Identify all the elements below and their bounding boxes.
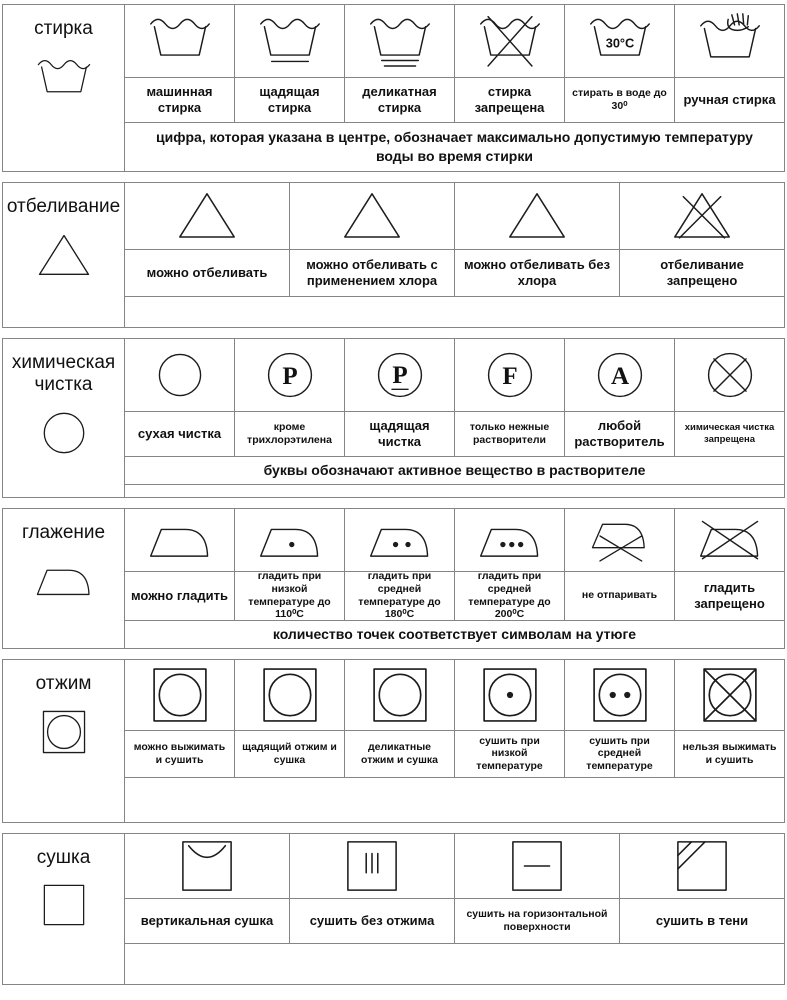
label-dry-clean-p-gentle: щадящая чистка <box>345 412 455 456</box>
drying-table <box>125 834 784 984</box>
section-washing <box>2 4 785 172</box>
bleaching-side <box>3 183 125 327</box>
no-dry-clean-icon <box>705 350 755 400</box>
bleaching-label-row <box>125 249 784 296</box>
iron-high-temp-icon <box>478 517 542 561</box>
iron-medium-temp-icon <box>368 517 432 561</box>
section-title-spinning: отжим <box>35 672 92 694</box>
symbol-tumble-dry <box>125 660 235 730</box>
dry-clean-p-gentle-icon <box>375 350 425 400</box>
symbol-no-bleach <box>620 183 784 249</box>
symbol-drip-dry <box>290 834 455 898</box>
bleach-chlorine-icon <box>342 191 402 240</box>
symbol-no-steam <box>565 509 675 571</box>
drying-spacer <box>125 943 784 984</box>
no-bleach-icon <box>672 191 732 240</box>
tumble-medium-temp-icon <box>591 666 649 724</box>
symbol-dry-clean-a <box>565 339 675 411</box>
dry-cleaning-side <box>3 339 125 497</box>
square-circle-icon <box>41 709 87 755</box>
symbol-wash-30 <box>565 5 675 77</box>
no-tumble-icon <box>701 666 759 724</box>
triangle-icon <box>37 233 91 277</box>
svg-text:P: P <box>281 362 298 390</box>
no-steam-icon <box>590 516 650 563</box>
symbol-no-iron <box>675 509 784 571</box>
label-iron-allowed: можно гладить <box>125 572 235 620</box>
flat-dry-icon <box>510 839 564 893</box>
dry-clean-f-icon <box>485 350 535 400</box>
washtub-icon <box>36 55 92 105</box>
delicate-wash-icon <box>368 13 432 70</box>
washing-side <box>3 5 125 171</box>
dry-clean-icon <box>156 351 204 399</box>
section-title-ironing: глажение <box>21 521 106 543</box>
symbol-no-wash <box>455 5 565 77</box>
bleach-allowed-icon <box>177 191 237 240</box>
label-hand-wash: ручная стирка <box>683 92 776 108</box>
label-line-dry: вертикальная сушка <box>125 899 290 943</box>
symbol-bleach-no-chlorine <box>455 183 620 249</box>
symbol-tumble-medium <box>565 660 675 730</box>
svg-text:P: P <box>391 361 408 389</box>
drip-dry-icon <box>345 839 399 893</box>
dry-cleaning-icon-row <box>125 339 784 411</box>
label-iron-high: гладить при средней температуре до 200⁰С <box>455 572 565 620</box>
label-tumble-dry: можно выжимать и сушить <box>125 731 235 777</box>
spinning-label-row <box>125 730 784 777</box>
section-bleaching <box>2 182 785 328</box>
iron-low-temp-icon <box>258 517 322 561</box>
bleaching-icon-row <box>125 183 784 249</box>
symbol-bleach-chlorine <box>290 183 455 249</box>
washing-label-row <box>125 77 784 122</box>
bleach-no-chlorine-icon <box>507 191 567 240</box>
label-no-wash: стирка запрещена <box>455 78 565 122</box>
label-tumble-medium: сушить при средней температуре <box>565 731 675 777</box>
tumble-dry-icon <box>151 666 209 724</box>
symbol-dry-clean-p-gentle <box>345 339 455 411</box>
hand-wash-icon <box>698 13 762 70</box>
bleaching-table <box>125 183 784 327</box>
square-icon <box>42 883 86 927</box>
symbol-no-tumble <box>675 660 784 730</box>
iron-icon <box>35 559 93 599</box>
tumble-delicate-icon <box>371 666 429 724</box>
ironing-label-row <box>125 571 784 620</box>
section-title-washing: стирка <box>34 18 93 39</box>
ironing-side <box>3 509 125 648</box>
dry-cleaning-table <box>125 339 784 497</box>
svg-text:30°C: 30°C <box>605 35 634 51</box>
line-dry-icon <box>180 839 234 893</box>
label-tumble-gentle: щадящий отжим и сушка <box>235 731 345 777</box>
symbol-iron-low <box>235 509 345 571</box>
spinning-side <box>3 660 125 822</box>
spinning-table <box>125 660 784 822</box>
washing-icon-row <box>125 5 784 77</box>
label-flat-dry: сушить на горизонтальной поверхности <box>455 899 620 943</box>
wash-30-icon <box>588 13 652 70</box>
section-dry-cleaning <box>2 338 785 498</box>
symbol-gentle-wash <box>235 5 345 77</box>
label-tumble-delicate: деликатные отжим и сушка <box>345 731 455 777</box>
symbol-dry-clean-p <box>235 339 345 411</box>
drying-icon-row <box>125 834 784 898</box>
label-tumble-low: сушить при низкой температуре <box>455 731 565 777</box>
dry-cleaning-spacer <box>125 484 784 497</box>
symbol-machine-wash <box>125 5 235 77</box>
symbol-iron-medium <box>345 509 455 571</box>
no-iron-icon <box>698 517 762 561</box>
tumble-low-temp-icon <box>481 666 539 724</box>
symbol-shade-dry <box>620 834 784 898</box>
label-dry-clean: сухая чистка <box>125 412 235 456</box>
section-spinning <box>2 659 785 823</box>
iron-allowed-icon <box>148 517 212 561</box>
symbol-iron-high <box>455 509 565 571</box>
label-no-tumble: нельзя выжимать и сушить <box>682 740 777 766</box>
machine-wash-icon <box>148 13 212 70</box>
spinning-spacer <box>125 777 784 822</box>
washing-note: цифра, которая указана в центре, обозначает максимально допустимую температуру воды во время стирки <box>125 122 784 171</box>
section-ironing <box>2 508 785 649</box>
dry-clean-p-icon <box>265 350 315 400</box>
symbol-hand-wash <box>675 5 784 77</box>
svg-text:F: F <box>501 362 518 390</box>
drying-label-row <box>125 898 784 943</box>
dry-cleaning-note: буквы обозначают активное вещество в растворителе <box>125 456 784 484</box>
circle-icon <box>41 410 87 456</box>
ironing-note: количество точек соответствует символам на утюге <box>125 620 784 648</box>
symbol-dry-clean-f <box>455 339 565 411</box>
label-dry-clean-p: кроме трихлорэтилена <box>235 412 345 456</box>
label-no-bleach: отбеливание запрещено <box>660 257 744 288</box>
svg-text:A: A <box>610 362 629 390</box>
symbol-iron-allowed <box>125 509 235 571</box>
label-no-iron: гладить запрещено <box>694 580 765 611</box>
drying-side <box>3 834 125 984</box>
dry-cleaning-label-row <box>125 411 784 456</box>
tumble-gentle-icon <box>261 666 319 724</box>
washing-table <box>125 5 784 171</box>
label-dry-clean-a: любой растворитель <box>565 412 675 456</box>
label-iron-low: гладить при низкой температуре до 110⁰С <box>235 572 345 620</box>
section-title-dry-cleaning: химическая чистка <box>11 351 116 395</box>
symbol-tumble-gentle <box>235 660 345 730</box>
label-bleach-chlorine: можно отбеливать с применением хлора <box>290 250 455 296</box>
label-wash-30: стирать в воде до 30⁰ <box>565 78 675 122</box>
symbol-flat-dry <box>455 834 620 898</box>
symbol-dry-clean <box>125 339 235 411</box>
label-iron-medium: гладить при средней температуре до 180⁰С <box>345 572 455 620</box>
label-no-steam: не отпаривать <box>565 572 675 620</box>
label-dry-clean-f: только нежные растворители <box>455 412 565 456</box>
dry-clean-a-icon <box>595 350 645 400</box>
symbol-bleach-allowed <box>125 183 290 249</box>
section-drying <box>2 833 785 985</box>
spinning-icon-row <box>125 660 784 730</box>
label-machine-wash: машинная стирка <box>125 78 235 122</box>
ironing-table <box>125 509 784 648</box>
shade-dry-icon <box>675 839 729 893</box>
section-title-drying: сушка <box>36 846 91 868</box>
gentle-wash-icon <box>258 13 322 70</box>
symbol-delicate-wash <box>345 5 455 77</box>
bleaching-spacer <box>125 296 784 327</box>
label-drip-dry: сушить без отжима <box>290 899 455 943</box>
symbol-tumble-low <box>455 660 565 730</box>
no-wash-icon <box>478 13 542 70</box>
label-bleach-no-chlorine: можно отбеливать без хлора <box>455 250 620 296</box>
label-no-dry-clean: химическая чистка запрещена <box>684 422 775 445</box>
symbol-line-dry <box>125 834 290 898</box>
symbol-no-dry-clean <box>675 339 784 411</box>
ironing-icon-row <box>125 509 784 571</box>
label-delicate-wash: деликатная стирка <box>345 78 455 122</box>
section-title-bleaching: отбеливание <box>6 195 121 217</box>
label-gentle-wash: щадящая стирка <box>235 78 345 122</box>
symbol-tumble-delicate <box>345 660 455 730</box>
label-shade-dry: сушить в тени <box>655 912 749 928</box>
label-bleach-allowed: можно отбеливать <box>125 250 290 296</box>
